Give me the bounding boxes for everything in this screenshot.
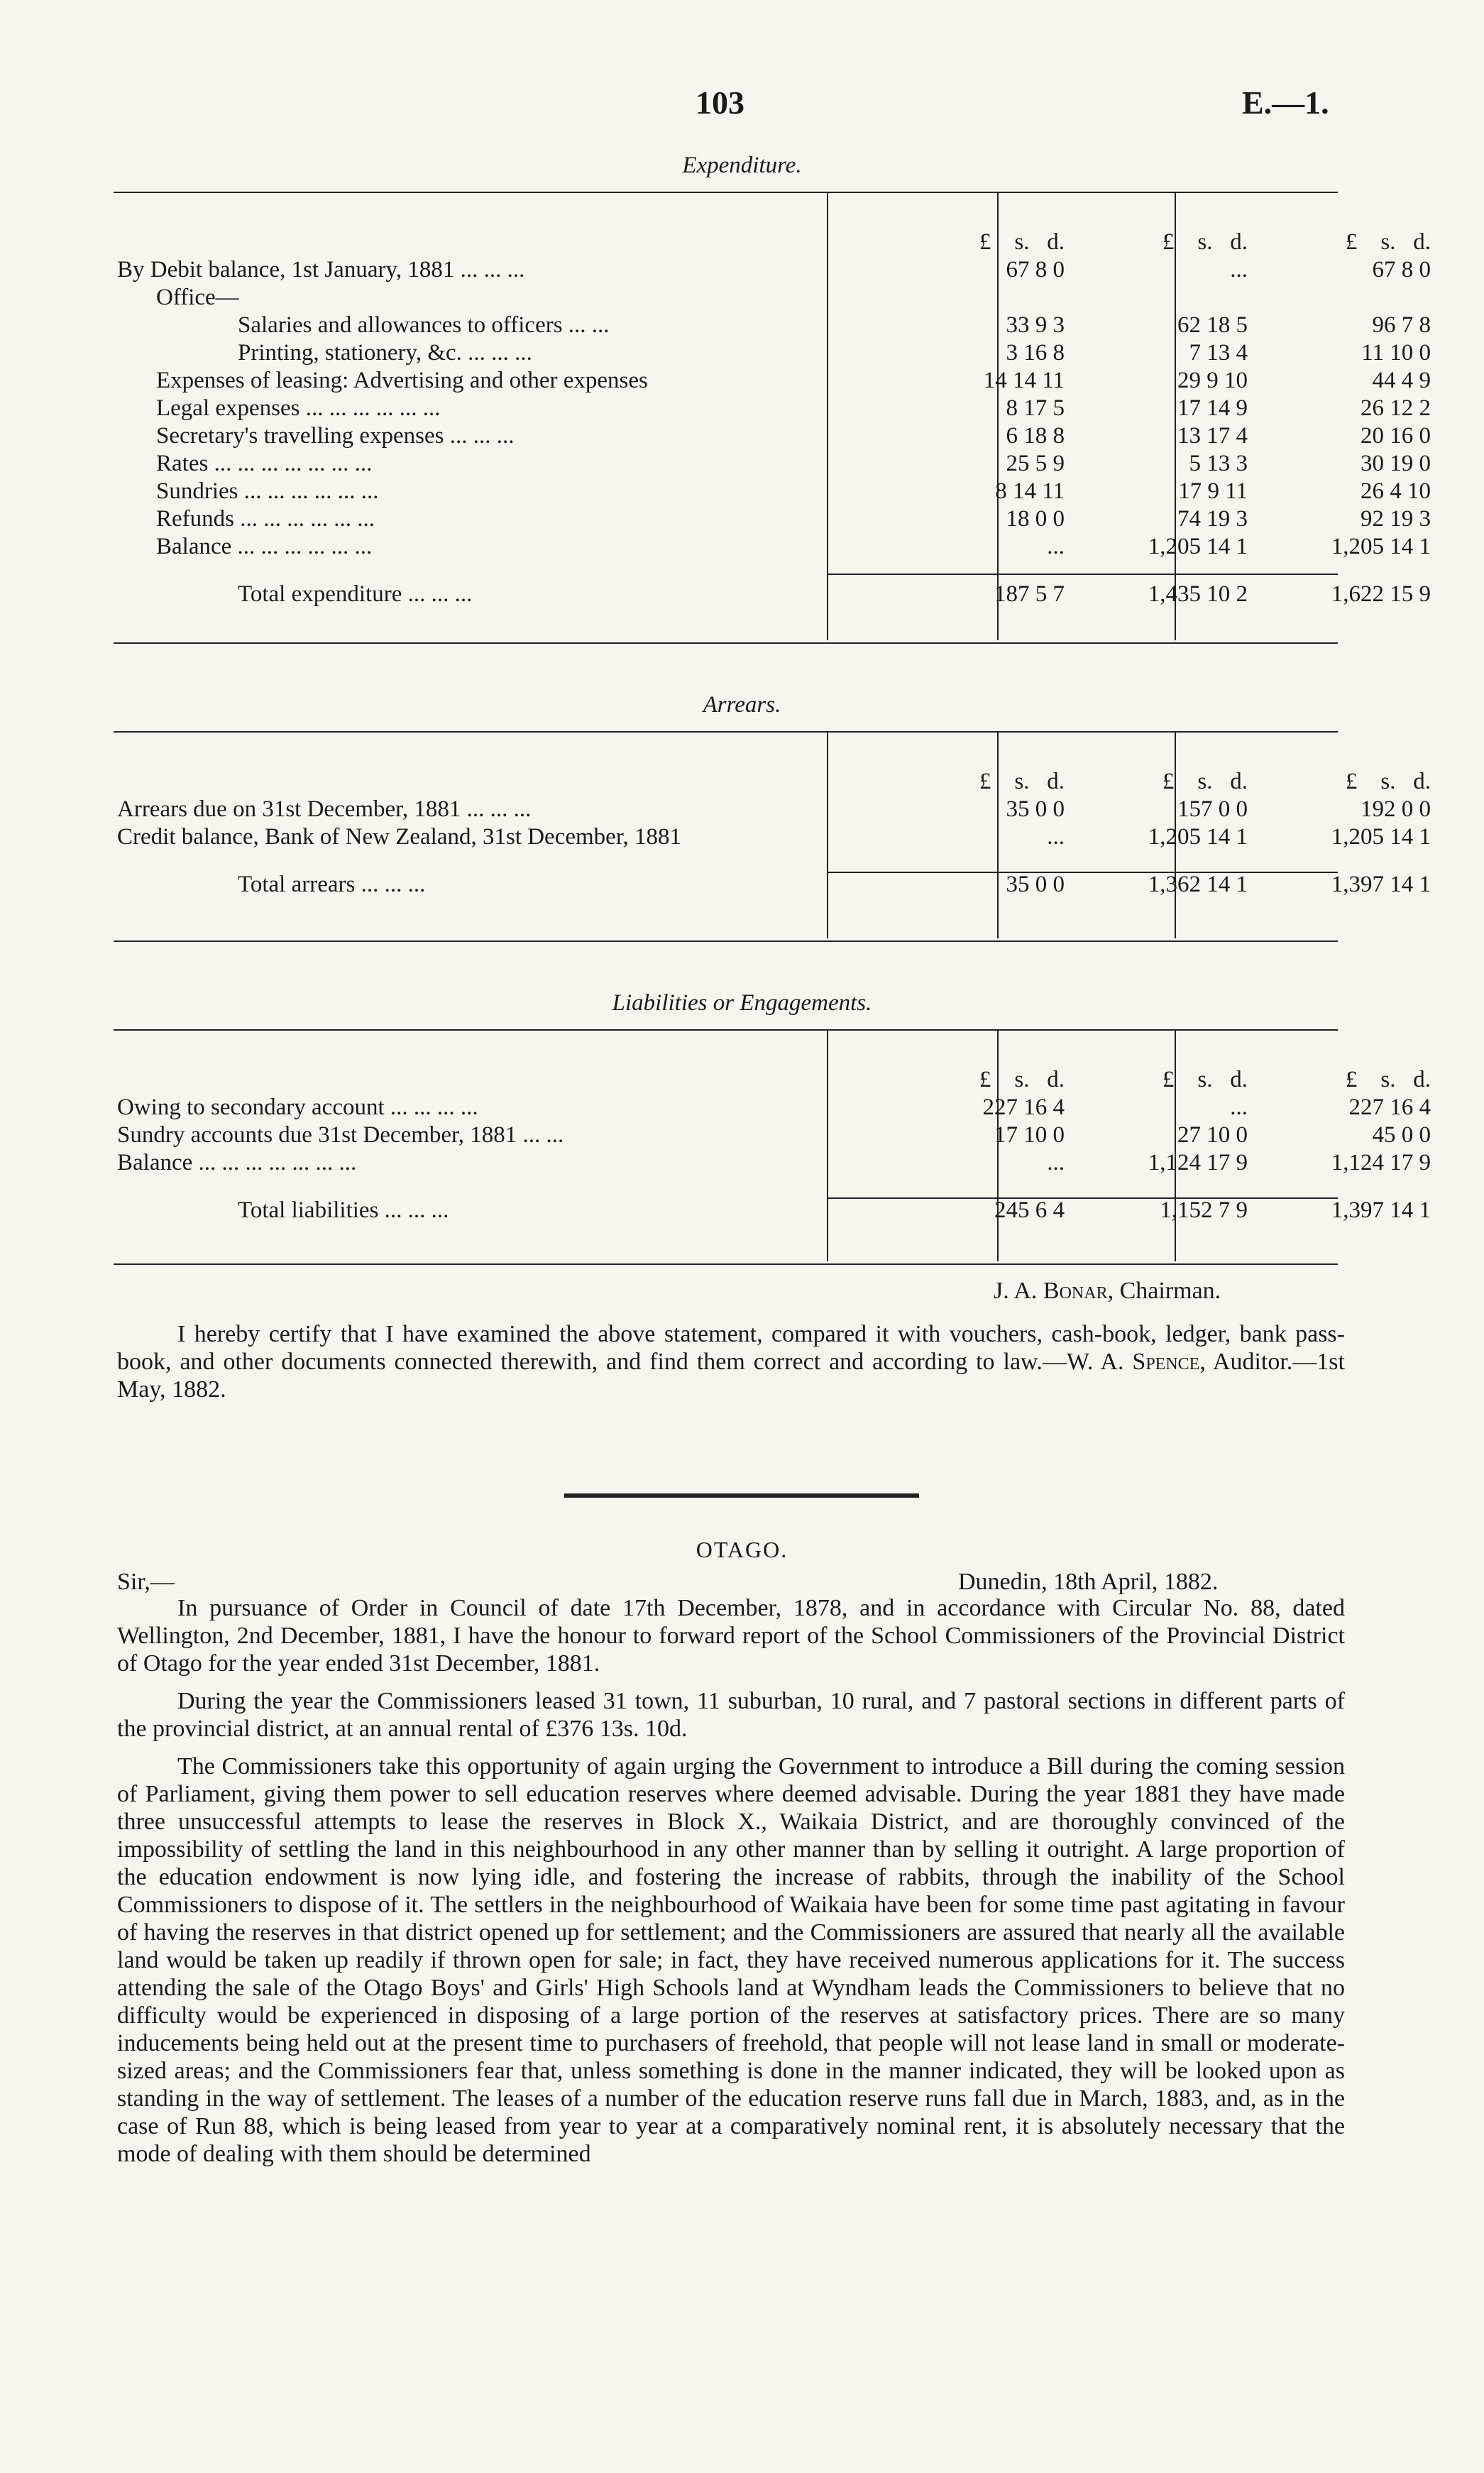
amount-cell: 227 16 4	[982, 1095, 1065, 1120]
currency-header-row	[117, 768, 1438, 796]
total-row	[117, 1177, 1438, 1224]
expenditure-table	[117, 229, 1438, 608]
chairman-name: J. A. Bonar	[994, 1278, 1108, 1304]
table-row	[117, 1149, 1438, 1177]
arrears-top-rule	[114, 731, 1338, 733]
otago-heading: OTAGO.	[696, 1537, 788, 1562]
table-row	[117, 823, 1438, 851]
letter-paragraph: The Commissioners take this opportunity of again urging the Government to introduce a Bill during the coming session of Parliament, giving them power to sell education reserves where deemed advisable. During the year 1881 they have made three unsuccessful attempts to lease the reserves in Block X., Waikaia District, and are thoroughly convinced of the impossibility of settling the land in this neighbourhood in any other manner than by selling it outright. A large proportion of the education endowment is now lying idle, and fostering the increase of rabbits, through the inability of the School Commissioners to dispose of it. The settlers in the neighbourhood of Waikaia have been for some time past agitating in favour of having the reserves in that district opened up for settlement; and the Commissioners are assured that nearly all the available land would be taken up readily if thrown open for sale; in fact, they have received numerous applications for it. The success attending the sale of the Otago Boys' and Girls' High Schools land at Wyndham leads the Commissioners to believe that no difficulty would be experienced in disposing of a large portion of the reserves at satisfactory prices. There are so many inducements being held out at the present time to purchasers of freehold, that people will not lease land in small or moderate-sized areas; and the Commissioners fear that, unless something is done in the manner indicated, they will be looked upon as standing in the way of settlement. The leases of a number of the education reserve runs fall due in March, 1883, and, as in the case of Run 88, which is being leased from year to year at a comparatively nominal rent, it is absolutely necessary that the mode of dealing with them should be determined	[117, 1753, 1345, 2167]
liabilities-top-rule	[114, 1029, 1338, 1031]
amount-cell	[947, 284, 1084, 312]
currency-header: £ s. d.	[979, 229, 1065, 255]
currency-header-row	[117, 229, 1438, 256]
amount-cell: 157 0 0	[1177, 796, 1248, 822]
letter-body	[117, 1594, 1345, 2178]
auditor-name: W. A. Spence	[1066, 1349, 1200, 1375]
amount-cell: 6 18 8	[1006, 423, 1065, 449]
total-amount: 35 0 0	[1006, 872, 1065, 897]
amount-cell: 26 4 10	[1361, 478, 1431, 504]
currency-header: £ s. d.	[1162, 769, 1248, 794]
total-amount: 1,397 14 1	[1331, 872, 1431, 897]
amount-cell: 11 10 0	[1361, 340, 1431, 366]
row-label: Office—	[156, 285, 239, 310]
table-row	[117, 395, 1438, 422]
row-label: Rates ... ... ... ... ... ... ...	[156, 451, 373, 476]
amount-cell	[1268, 284, 1438, 312]
amount-cell: 29 9 10	[1177, 368, 1248, 393]
amount-cell: 74 19 3	[1177, 506, 1248, 532]
amount-cell: ...	[1230, 1095, 1248, 1120]
amount-cell: 45 0 0	[1372, 1122, 1431, 1148]
arrears-total-rule	[827, 872, 1338, 873]
amount-cell: 44 4 9	[1372, 368, 1431, 393]
row-label: Sundry accounts due 31st December, 1881 ... ...	[117, 1122, 564, 1148]
table-row	[117, 533, 1438, 561]
currency-header: £ s. d.	[1345, 1067, 1431, 1092]
row-label: Printing, stationery, &c. ... ... ...	[238, 340, 532, 366]
amount-cell: 67 8 0	[1006, 257, 1065, 283]
row-label: Credit balance, Bank of New Zealand, 31st December, 1881	[117, 824, 681, 850]
row-label: Owing to secondary account ... ... ... ...	[117, 1095, 478, 1120]
amount-cell: 17 9 11	[1178, 478, 1248, 504]
table-row	[117, 1122, 1438, 1149]
arrears-title: Arrears.	[703, 692, 781, 718]
amount-cell: 7 13 4	[1189, 340, 1248, 366]
row-label: Legal expenses ... ... ... ... ... ...	[156, 395, 441, 421]
amount-cell: 27 10 0	[1177, 1122, 1248, 1148]
amount-cell: 35 0 0	[1006, 796, 1065, 822]
total-row	[117, 851, 1438, 899]
table-row	[117, 367, 1438, 395]
table-row	[117, 256, 1438, 284]
amount-cell: 30 19 0	[1361, 451, 1431, 476]
amount-cell: 26 12 2	[1361, 395, 1431, 421]
row-label: Secretary's travelling expenses ... ... ...	[156, 423, 515, 449]
total-amount: 187 5 7	[994, 581, 1065, 607]
amount-cell: 3 16 8	[1006, 340, 1065, 366]
table-row	[117, 505, 1438, 533]
amount-cell: ...	[1047, 534, 1065, 559]
letter-paragraph: In pursuance of Order in Council of date 17th December, 1878, and in accordance with Circular No. 88, dated Wellington, 2nd December, 1881, I have the honour to forward report of the School Commissioners of the Provincial District of Otago for the year ended 31st December, 1881.	[117, 1595, 1345, 1677]
dateline: Dunedin, 18th April, 1882.	[958, 1569, 1219, 1595]
amount-cell: ...	[1047, 1150, 1065, 1175]
amount-cell: 5 13 3	[1189, 451, 1248, 476]
liabilities-bottom-rule	[114, 1263, 1338, 1265]
row-label: Balance ... ... ... ... ... ... ...	[117, 1150, 357, 1175]
row-label: Arrears due on 31st December, 1881 ... ... ...	[117, 796, 532, 822]
total-amount: 1,362 14 1	[1148, 872, 1248, 897]
total-amount: 1,397 14 1	[1331, 1197, 1431, 1223]
total-label: Total arrears ... ... ...	[238, 872, 426, 897]
amount-cell: 1,205 14 1	[1148, 534, 1248, 559]
liabilities-title: Liabilities or Engagements.	[612, 990, 872, 1016]
amount-cell: 1,205 14 1	[1331, 534, 1431, 559]
currency-header: £ s. d.	[1162, 1067, 1248, 1092]
expenditure-bottom-rule	[114, 642, 1338, 644]
amount-cell: 1,205 14 1	[1148, 824, 1248, 850]
document-code: E.—1.	[1242, 84, 1329, 121]
row-label: By Debit balance, 1st January, 1881 ... ... ...	[117, 257, 525, 283]
amount-cell: 17 10 0	[994, 1122, 1065, 1148]
amount-cell: 96 7 8	[1372, 312, 1431, 338]
amount-cell: 227 16 4	[1348, 1095, 1431, 1120]
expenditure-top-rule	[114, 192, 1338, 193]
currency-header-row	[117, 1066, 1438, 1094]
table-row	[117, 796, 1438, 823]
table-row	[117, 339, 1438, 367]
total-amount: 245 6 4	[994, 1197, 1065, 1223]
arrears-bottom-rule	[114, 941, 1338, 942]
table-row	[117, 478, 1438, 505]
row-label: Expenses of leasing: Advertising and other expenses	[156, 368, 648, 393]
amount-cell: 1,124 17 9	[1148, 1150, 1248, 1175]
expenditure-total-rule	[827, 574, 1338, 575]
certification-paragraph: I hereby certify that I have examined the above statement, compared it with vouchers, cash-book, ledger, bank pass-book, and other documents connected therewith, and find them correct and according to law.—W. A. Spence, Auditor.—1st May, 1882.	[117, 1321, 1345, 1403]
amount-cell: 62 18 5	[1177, 312, 1248, 338]
amount-cell: 14 14 11	[983, 368, 1065, 393]
arrears-table	[117, 768, 1438, 899]
row-label: Sundries ... ... ... ... ... ...	[156, 478, 379, 504]
page-number: 103	[696, 84, 744, 121]
total-amount: 1,435 10 2	[1148, 581, 1248, 607]
amount-cell: ...	[1047, 824, 1065, 850]
total-row	[117, 561, 1438, 608]
row-label: Balance ... ... ... ... ... ...	[156, 534, 373, 559]
amount-cell: ...	[1230, 257, 1248, 283]
table-row	[117, 450, 1438, 478]
currency-header: £ s. d.	[979, 769, 1065, 794]
amount-cell: 17 14 9	[1177, 395, 1248, 421]
amount-cell: 33 9 3	[1006, 312, 1065, 338]
amount-cell: 192 0 0	[1361, 796, 1431, 822]
amount-cell: 13 17 4	[1177, 423, 1248, 449]
currency-header: £ s. d.	[1345, 769, 1431, 794]
signature-line: J. A. Bonar, Chairman.	[994, 1278, 1221, 1304]
amount-cell	[1084, 284, 1268, 312]
amount-cell: 1,205 14 1	[1331, 824, 1431, 850]
total-amount: 1,622 15 9	[1331, 581, 1431, 607]
liabilities-table	[117, 1066, 1438, 1224]
amount-cell: 8 17 5	[1006, 395, 1065, 421]
total-label: Total liabilities ... ... ...	[238, 1197, 449, 1223]
section-divider	[564, 1493, 919, 1498]
salutation: Sir,—	[117, 1569, 175, 1595]
table-row	[117, 1094, 1438, 1122]
amount-cell: 92 19 3	[1361, 506, 1431, 532]
liabilities-total-rule	[827, 1197, 1338, 1199]
currency-header: £ s. d.	[979, 1067, 1065, 1092]
amount-cell: 20 16 0	[1361, 423, 1431, 449]
table-row	[117, 312, 1438, 339]
amount-cell: 18 0 0	[1006, 506, 1065, 532]
chairman-title: Chairman.	[1119, 1278, 1221, 1304]
table-row	[117, 284, 1438, 312]
amount-cell: 8 14 11	[995, 478, 1065, 504]
letter-paragraph: During the year the Commissioners leased 31 town, 11 suburban, 10 rural, and 7 pastoral sections in different parts of the provincial district, at an annual rental of £376 13s. 10d.	[117, 1688, 1345, 1742]
total-label: Total expenditure ... ... ...	[238, 581, 473, 607]
total-amount: 1,152 7 9	[1160, 1197, 1248, 1223]
table-row	[117, 422, 1438, 450]
row-label: Refunds ... ... ... ... ... ...	[156, 506, 375, 532]
amount-cell: 67 8 0	[1372, 257, 1431, 283]
amount-cell: 1,124 17 9	[1331, 1150, 1431, 1175]
currency-header: £ s. d.	[1162, 229, 1248, 255]
amount-cell: 25 5 9	[1006, 451, 1065, 476]
row-label: Salaries and allowances to officers ... ...	[238, 312, 610, 338]
expenditure-title: Expenditure.	[682, 153, 802, 178]
currency-header: £ s. d.	[1345, 229, 1431, 255]
